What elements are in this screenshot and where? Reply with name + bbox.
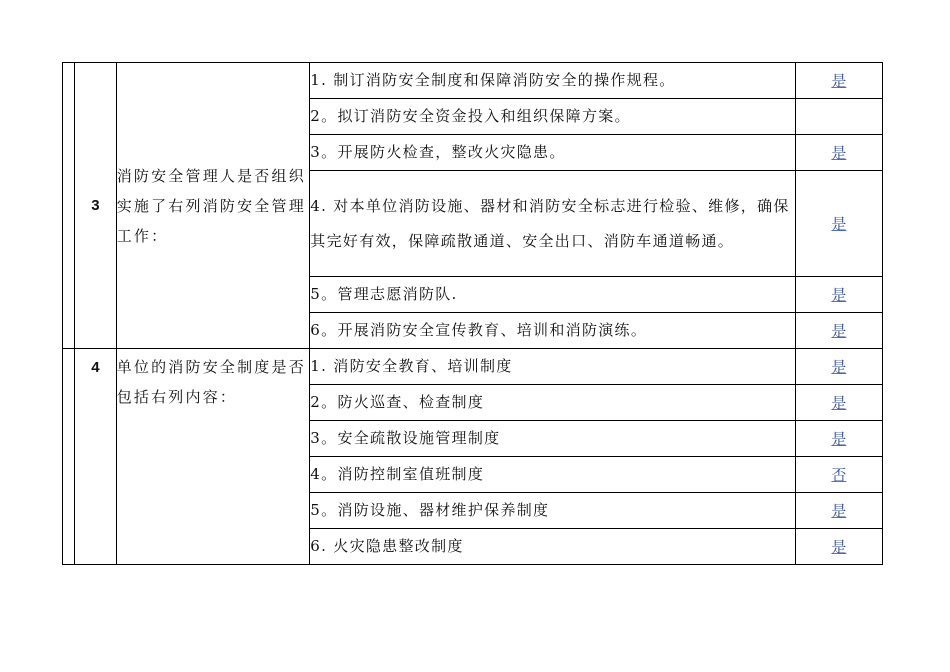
- answer-cell[interactable]: [795, 421, 882, 457]
- fire-safety-checklist-table: [62, 62, 883, 565]
- answer-link[interactable]: 是: [831, 215, 847, 233]
- answer-cell[interactable]: [795, 349, 882, 385]
- answer-link[interactable]: 是: [831, 286, 847, 304]
- table-row: [63, 63, 883, 99]
- answer-link[interactable]: 是: [831, 72, 847, 90]
- section-question: 单位的消防安全制度是否包括右列内容：: [116, 349, 310, 565]
- answer-cell[interactable]: [795, 385, 882, 421]
- checklist-item: 4. 对本单位消防设施、器材和消防安全标志进行检验、维修，确保其完好有效，保障疏散通道、安全出口、消防车通道畅通。: [310, 171, 796, 277]
- inspection-form: [62, 62, 883, 565]
- answer-link[interactable]: 是: [831, 322, 847, 340]
- section-number: 4: [75, 349, 117, 565]
- answer-cell[interactable]: [795, 99, 882, 135]
- checklist-item: 6. 火灾隐患整改制度: [310, 529, 796, 565]
- checklist-item: 5。管理志愿消防队.: [310, 277, 796, 313]
- checklist-item: 1. 制订消防安全制度和保障消防安全的操作规程。: [310, 63, 796, 99]
- checklist-item: 3。安全疏散设施管理制度: [310, 421, 796, 457]
- answer-cell[interactable]: [795, 135, 882, 171]
- answer-cell[interactable]: [795, 63, 882, 99]
- answer-link[interactable]: 是: [831, 538, 847, 556]
- answer-cell[interactable]: [795, 457, 882, 493]
- checklist-item: 6。开展消防安全宣传教育、培训和消防演练。: [310, 313, 796, 349]
- checklist-item: 4。消防控制室值班制度: [310, 457, 796, 493]
- margin-cell: [63, 349, 75, 565]
- answer-cell[interactable]: [795, 313, 882, 349]
- answer-link[interactable]: 是: [831, 430, 847, 448]
- checklist-item: 1. 消防安全教育、培训制度: [310, 349, 796, 385]
- table-row: [63, 349, 883, 385]
- answer-cell[interactable]: [795, 493, 882, 529]
- checklist-item: 3。开展防火检查，整改火灾隐患。: [310, 135, 796, 171]
- checklist-item: 5。消防设施、器材维护保养制度: [310, 493, 796, 529]
- margin-cell: [63, 63, 75, 349]
- answer-cell[interactable]: [795, 529, 882, 565]
- answer-link[interactable]: 否: [831, 466, 847, 484]
- answer-link[interactable]: 是: [831, 358, 847, 376]
- section-number: 3: [75, 63, 117, 349]
- answer-link[interactable]: 是: [831, 144, 847, 162]
- answer-cell[interactable]: [795, 277, 882, 313]
- section-question: 消防安全管理人是否组织实施了右列消防安全管理工作：: [116, 63, 310, 349]
- checklist-item: 2。拟订消防安全资金投入和组织保障方案。: [310, 99, 796, 135]
- answer-link[interactable]: 是: [831, 394, 847, 412]
- checklist-item: 2。防火巡查、检查制度: [310, 385, 796, 421]
- answer-link[interactable]: 是: [831, 502, 847, 520]
- answer-cell[interactable]: [795, 171, 882, 277]
